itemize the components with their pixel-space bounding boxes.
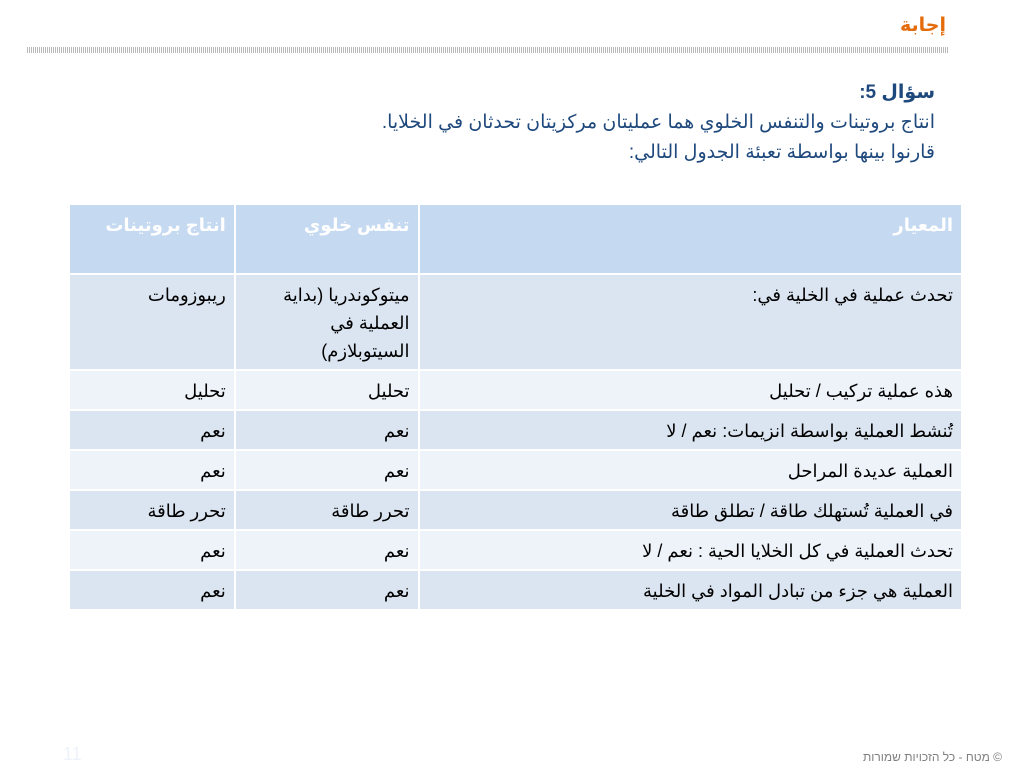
protein-cell: نعم xyxy=(69,410,235,450)
criterion-cell: تحدث عملية في الخلية في: xyxy=(419,274,962,370)
criterion-cell: العملية هي جزء من تبادل المواد في الخلية xyxy=(419,570,962,610)
header-cellular-respiration: تنفس خلوي xyxy=(235,204,419,274)
table-row xyxy=(69,570,962,610)
respiration-cell: نعم xyxy=(235,450,419,490)
criterion-cell: العملية عديدة المراحل xyxy=(419,450,962,490)
respiration-cell: ميتوكوندريا (بداية العملية في السيتوبلازم) xyxy=(235,274,419,370)
table-row xyxy=(69,530,962,570)
table-row xyxy=(69,410,962,450)
criterion-cell: هذه عملية تركيب / تحليل xyxy=(419,370,962,410)
header-protein-production: انتاج بروتينات xyxy=(69,204,235,274)
respiration-cell: نعم xyxy=(235,410,419,450)
comparison-table xyxy=(68,203,963,611)
criterion-cell: في العملية تُستهلك طاقة / تطلق طاقة xyxy=(419,490,962,530)
page-number: 11 xyxy=(63,744,82,764)
protein-cell: تحرر طاقة xyxy=(69,490,235,530)
protein-cell: ريبوزومات xyxy=(69,274,235,370)
criterion-cell: تحدث العملية في كل الخلايا الحية : نعم / لا xyxy=(419,530,962,570)
respiration-cell: نعم xyxy=(235,530,419,570)
question-block xyxy=(175,78,935,168)
table-row xyxy=(69,490,962,530)
respiration-cell: تحليل xyxy=(235,370,419,410)
criterion-cell: تُنشط العملية بواسطة انزيمات: نعم / لا xyxy=(419,410,962,450)
protein-cell: نعم xyxy=(69,530,235,570)
protein-cell: نعم xyxy=(69,570,235,610)
question-text-line-2: قارنوا بينها بواسطة تعبئة الجدول التالي: xyxy=(628,142,935,163)
table-row xyxy=(69,370,962,410)
table-header-row xyxy=(69,204,962,274)
header-criterion: المعيار xyxy=(419,204,962,274)
question-text-line-1: انتاج بروتينات والتنفس الخلوي هما عمليتان مركزيتان تحدثان في الخلايا. xyxy=(381,112,935,133)
slide-title: إجابة xyxy=(900,15,946,36)
table-row xyxy=(69,274,962,370)
table-row xyxy=(69,450,962,490)
protein-cell: نعم xyxy=(69,450,235,490)
respiration-cell: نعم xyxy=(235,570,419,610)
copyright-notice: © מטח - כל הזכויות שמורות xyxy=(862,750,1002,764)
question-number: سؤال 5: xyxy=(859,82,935,103)
header-divider xyxy=(27,47,949,53)
respiration-cell: تحرر طاقة xyxy=(235,490,419,530)
protein-cell: تحليل xyxy=(69,370,235,410)
